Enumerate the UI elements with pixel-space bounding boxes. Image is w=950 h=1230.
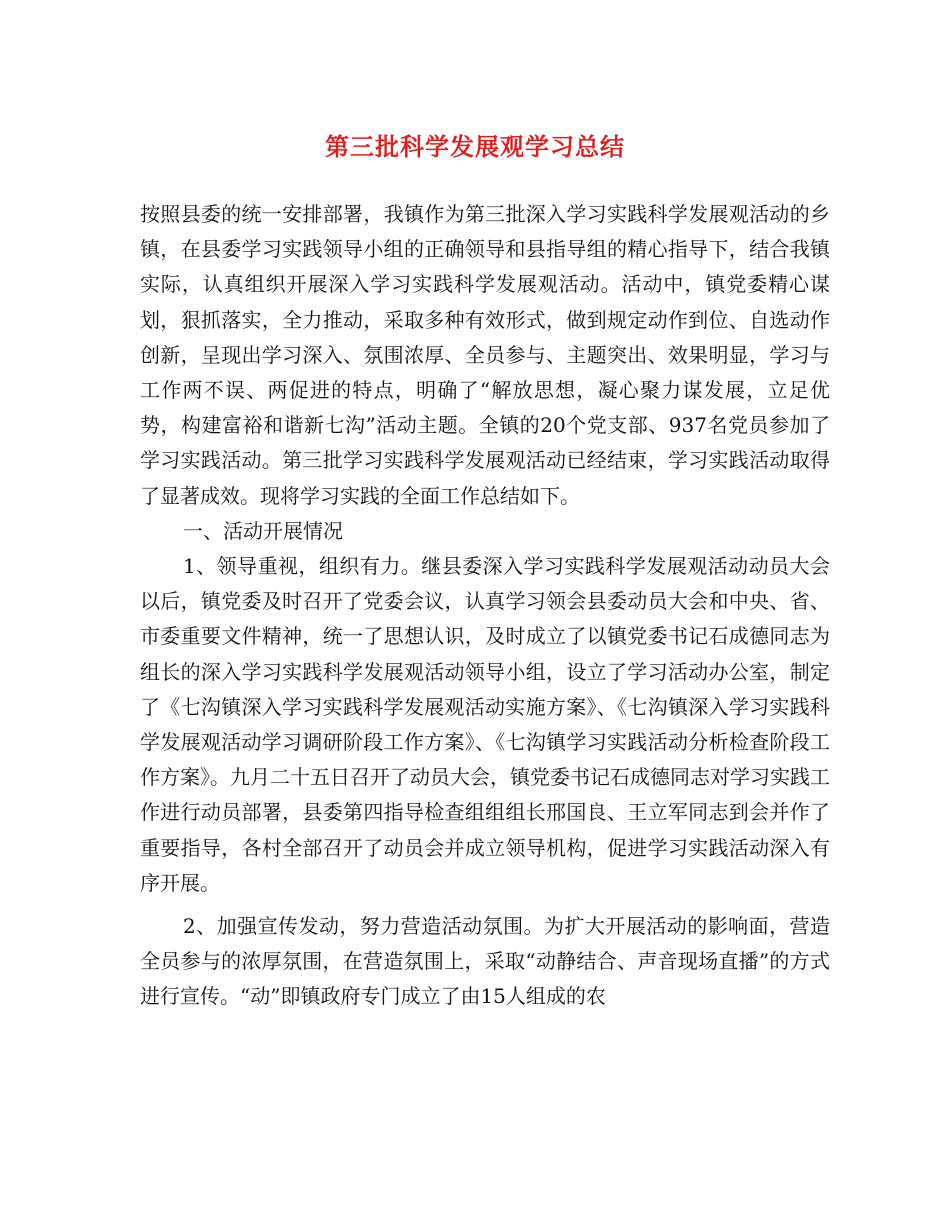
paragraph-intro: 按照县委的统一安排部署，我镇作为第三批深入学习实践科学发展观活动的乡镇，在县委学习实践领导小组的正确领导和县指导组的精心指导下，结合我镇实际，认真组织开展深入学习实践科学发展观活动。活动中，镇党委精心谋划，狠抓落实，全力推动，采取多种有效形式，做到规定动作到位、自选动作创新，呈现出学习深入、氛围浓厚、全员参与、主题突出、效果明显，学习与工作两不误、两促进的特点，明确了“解放思想，凝心聚力谋发展，立足优势，构建富裕和谐新七沟”活动主题。全镇的20个党支部、937名党员参加了学习实践活动。第三批学习实践科学发展观活动已经结束，学习实践活动取得了显著成效。现将学习实践的全面工作总结如下。 [140,202,830,508]
section-heading: 一、活动开展情况 [183,518,343,543]
document-title: 第三批科学发展观学习总结 [325,133,625,161]
document-body [140,197,830,1015]
paragraph-item-2: 2、加强宣传发动，努力营造活动氛围。为扩大开展活动的影响面，营造全员参与的浓厚氛围，在营造氛围上，采取“动静结合、声音现场直播”的方式进行宣传。“动”即镇政府专门成立了由15人组成的农 [140,914,830,1009]
paragraph-item-1: 1、领导重视，组织有力。继县委深入学习实践科学发展观活动动员大会以后，镇党委及时召开了党委会议，认真学习领会县委动员大会和中央、省、市委重要文件精神，统一了思想认识，及时成立了以镇党委书记石成德同志为组长的深入学习实践科学发展观活动领导小组，设立了学习活动办公室，制定了《七沟镇深入学习实践科学发展观活动实施方案》、《七沟镇深入学习实践科学发展观活动学习调研阶段工作方案》、《七沟镇学习实践活动分析检查阶段工作方案》。九月二十五日召开了动员大会，镇党委书记石成德同志对学习实践工作进行动员部署，县委第四指导检查组组组长邢国良、王立军同志到会并作了重要指导，各村全部召开了动员会并成立领导机构，促进学习实践活动深入有序开展。 [140,554,830,895]
